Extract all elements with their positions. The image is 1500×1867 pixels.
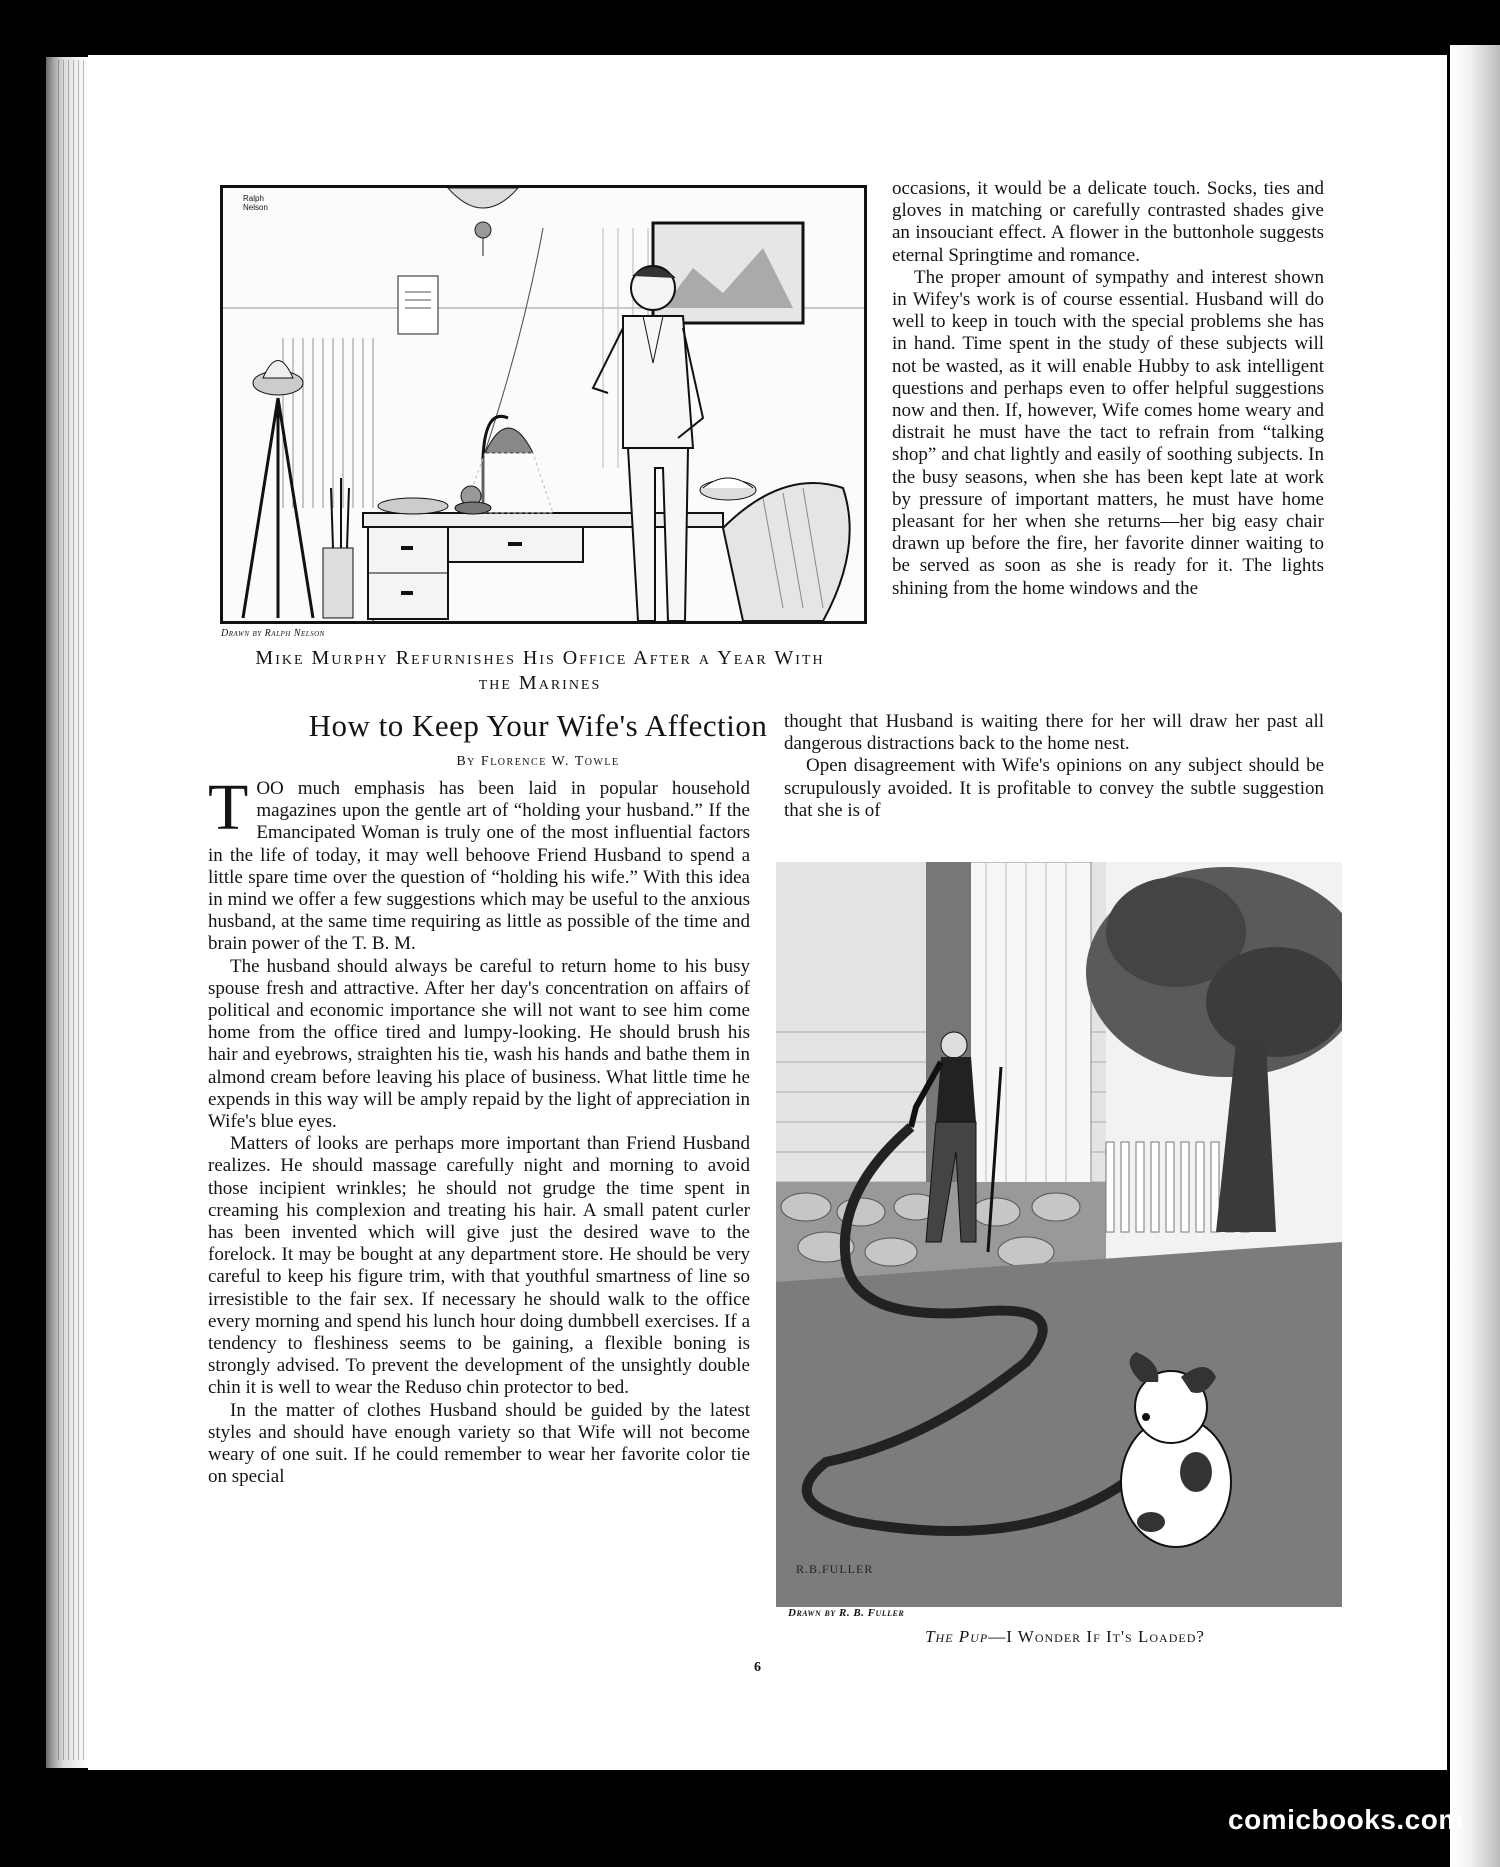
office-drawing <box>223 188 864 621</box>
illustration-caption-office: Mike Murphy Refurnishes His Office After a Year With the Marines <box>255 647 825 694</box>
illustration-pup <box>776 862 1342 1607</box>
page-edges <box>58 60 86 1760</box>
illustration-credit-nelson: Drawn by Ralph Nelson <box>221 628 325 639</box>
col2-paragraph-2: The proper amount of sympathy and interest shown in Wifey's work is of course essential. Husband will do well to keep in touch with the special problems she has in hand. Time spent in the study of these subjects will not be wasted, as it will enable Hubby to ask intelligent questions and perhaps even to offer helpful suggestions now and then. If, however, Wife comes home weary and distrait he must have the tact to refrain from “talking shop” and chat lightly and easily of soothing subjects. In the busy seasons, when she has been kept late at work by pressure of important matters, he must have home pleasant for her when she returns—her big easy chair drawn up before the fire, her favorite dinner waiting to be served as soon as she is ready for it. The lights shining from the home windows and the <box>892 266 1324 599</box>
paragraph-1-text: OO much emphasis has been laid in popular household magazines upon the gentle art of “holding your husband.” If the Emancipated Woman is truly one of the most influential factors in the life of today, it may well behoove Friend Husband to spend a little spare time over the question of “holding his wife.” With this idea in mind we offer a few suggestions which may be useful to the anxious husband, at the same time requiring as little as possible of the time and brain power of the T. B. M. <box>208 778 750 955</box>
artist-signature-nelson: Ralph Nelson <box>243 194 268 212</box>
article-column-right-top <box>892 178 1324 600</box>
drop-cap: T <box>208 771 249 844</box>
article-column-right-wide <box>784 711 1324 822</box>
paragraph-3: Matters of looks are perhaps more important than Friend Husband realizes. He should massage carefully night and morning to avoid those incipient wrinkles; he should not grudge the time spent in creaming his complexion and treating his hair. A small patent curler has been invented which will give just the desired wave to the forelock. It may be bought at any department store. He should be very careful to keep his figure trim, with that youthful smartness of line so irresistible to the fair sex. If necessary he should walk to the office every morning and spend his lunch hour doing dumbbell exercises. If a tendency to fleshiness seems to be gaining, a flexible boning is strongly advised. To prevent the development of the unsightly double chin it is well to wear the Reduso chin protector to bed. <box>208 1133 750 1399</box>
paragraph-1 <box>208 771 750 956</box>
illustration-credit-fuller: Drawn by R. B. Fuller <box>788 1607 905 1619</box>
article-title: How to Keep Your Wife's Affection <box>308 708 768 743</box>
caption-italic: The Pup <box>925 1627 989 1646</box>
article-column-left <box>208 771 750 1489</box>
illustration-caption-pup <box>830 1627 1300 1647</box>
col2-paragraph-2-end: thought that Husband is waiting there for her will draw her past all dangerous distractions back to the home nest. <box>784 711 1324 755</box>
artist-signature-fuller: R.B.FULLER <box>796 1562 874 1576</box>
paragraph-2: The husband should always be careful to return home to his busy spouse fresh and attractive. After her day's concentration on affairs of political and economic importance she will not want to see him come home from the office tired and lumpy-looking. He should brush his hair and eyebrows, straighten his tie, wash his hands and bathe them in almond cream before leaving his place of business. What little time he expends in this way will be amply repaid by the light of appreciation in Wife's blue eyes. <box>208 955 750 1133</box>
page-number: 6 <box>754 1660 761 1675</box>
paragraph-4: In the matter of clothes Husband should be guided by the latest styles and should have enough variety so that Wife will not become weary of one suit. If he could remember to wear her favorite color tie on special <box>208 1399 750 1488</box>
pup-drawing <box>776 862 1342 1607</box>
facing-page-edge <box>1450 45 1500 1867</box>
caption-rest: —I Wonder If It's Loaded? <box>988 1627 1205 1646</box>
illustration-office <box>220 185 867 624</box>
watermark: comicbooks.com <box>1228 1804 1464 1835</box>
col2-continuation: occasions, it would be a delicate touch. Socks, ties and gloves in matching or carefully contrasted shades give an insouciant effect. A flower in the buttonhole suggests eternal Springtime and romance. <box>892 178 1324 266</box>
article-byline: By Florence W. Towle <box>456 754 620 769</box>
col2-paragraph-3: Open disagreement with Wife's opinions on any subject should be scrupulously avoided. It is profitable to convey the subtle suggestion that she is of <box>784 755 1324 821</box>
